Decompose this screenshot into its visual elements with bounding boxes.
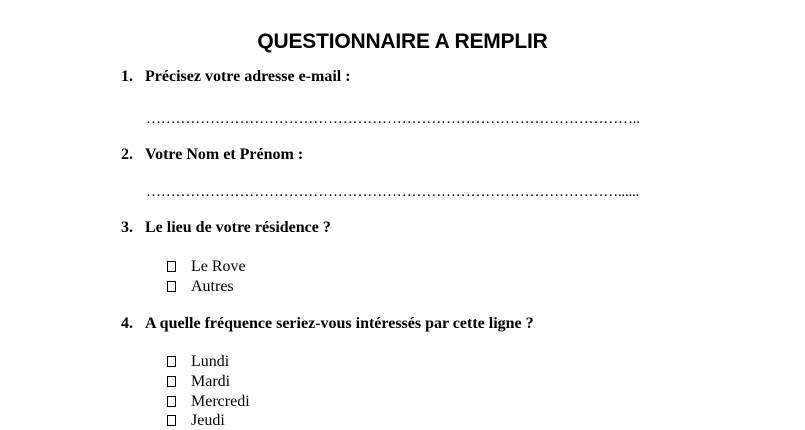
- option-label: Jeudi: [191, 412, 225, 429]
- option-label: Le Rove: [191, 258, 246, 275]
- checkbox-icon[interactable]: [167, 396, 176, 407]
- option-label: Mardi: [191, 373, 231, 390]
- option-label: Autres: [191, 278, 234, 295]
- question-number: 3.: [121, 219, 133, 236]
- option-mardi[interactable]: [167, 373, 230, 391]
- checkbox-icon[interactable]: [167, 261, 176, 272]
- name-answer-line[interactable]: ……………………………………………………………………………………......: [146, 184, 639, 200]
- option-label: Mercredi: [191, 393, 250, 410]
- question-text: Précisez votre adresse e-mail :: [145, 68, 351, 85]
- option-label: Lundi: [191, 353, 230, 370]
- question-1: [121, 68, 351, 86]
- email-answer-line[interactable]: ………………………………………………………………………………………..: [146, 111, 640, 127]
- option-autres[interactable]: [167, 278, 234, 296]
- checkbox-icon[interactable]: [167, 376, 176, 387]
- checkbox-icon[interactable]: [167, 281, 176, 292]
- checkbox-icon[interactable]: [167, 415, 176, 426]
- option-mercredi[interactable]: [167, 393, 250, 411]
- checkbox-icon[interactable]: [167, 356, 176, 367]
- option-jeudi[interactable]: [167, 412, 225, 430]
- question-number: 2.: [121, 146, 133, 163]
- question-4: [121, 315, 534, 333]
- question-text: Votre Nom et Prénom :: [145, 146, 304, 163]
- option-lundi[interactable]: [167, 353, 229, 371]
- question-2: [121, 146, 303, 164]
- page-title: QUESTIONNAIRE A REMPLIR: [257, 30, 548, 53]
- question-number: 4.: [121, 315, 133, 332]
- question-text: A quelle fréquence seriez-vous intéressés par cette ligne ?: [145, 315, 534, 332]
- question-text: Le lieu de votre résidence ?: [145, 219, 331, 236]
- question-3: [121, 219, 331, 237]
- question-number: 1.: [121, 68, 133, 85]
- option-le-rove[interactable]: [167, 258, 246, 276]
